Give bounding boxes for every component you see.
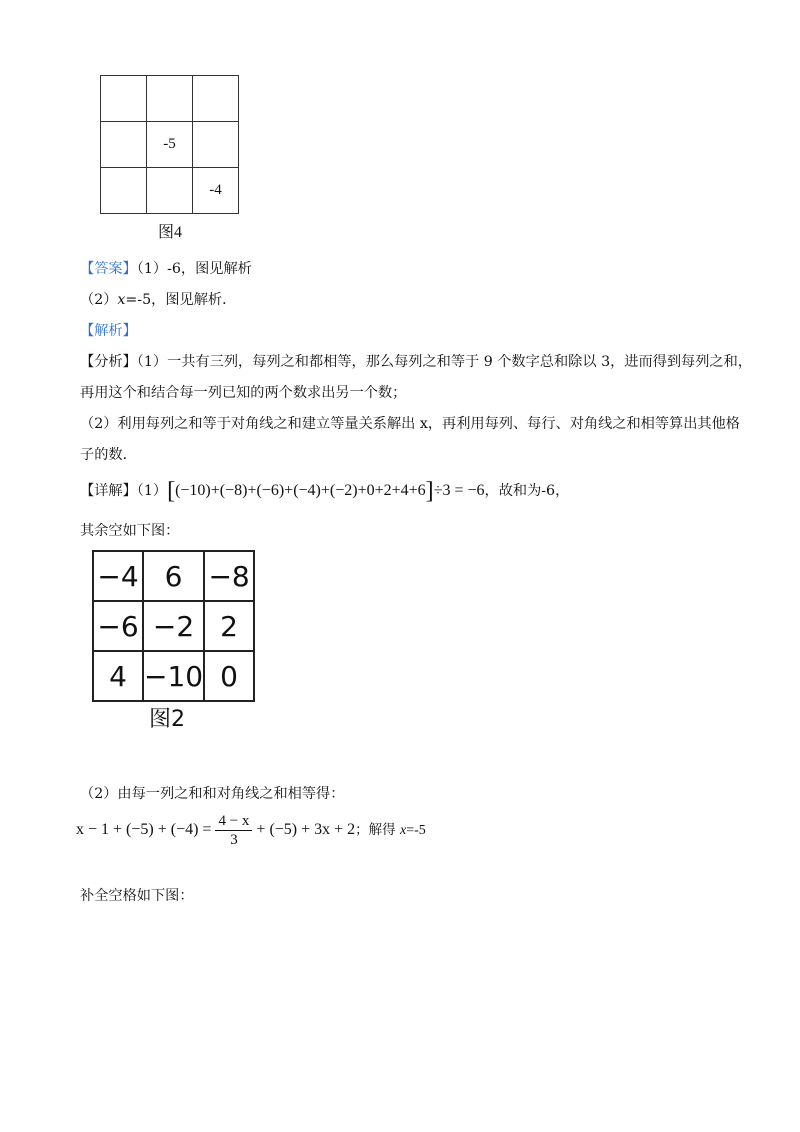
grid-cell: -5 bbox=[147, 122, 193, 168]
answer-text-2-post: =-5，图见解析． bbox=[125, 292, 237, 308]
detail-tag: 【详解】 bbox=[80, 483, 137, 499]
equation-left: x − 1 + (−5) + (−4) = bbox=[76, 821, 212, 839]
solve-variable: x bbox=[399, 823, 407, 839]
detail-complete-text: 补全空格如下图： bbox=[80, 888, 194, 904]
fraction-denominator: 3 bbox=[230, 832, 238, 848]
answer-line-2 bbox=[80, 290, 236, 310]
answer-line-1 bbox=[80, 259, 252, 279]
grid-cell: 2 bbox=[204, 601, 254, 651]
sum-formula-body: (−10)+(−8)+(−6)+(−4)+(−2)+0+2+4+6 bbox=[175, 482, 426, 499]
grid-cell: −2 bbox=[143, 601, 204, 651]
grid-cell: -4 bbox=[193, 168, 239, 214]
equation-right: + (−5) + 3x + 2 bbox=[256, 821, 356, 839]
detail-part-1: （1） bbox=[136, 483, 168, 499]
answer-text-2-pre: （2） bbox=[80, 292, 118, 308]
fenxi-text-1: （1）一共有三列，每列之和都相等，那么每列之和等于 9 个数字总和除以 3，进而得到每列之和， bbox=[136, 354, 752, 370]
figure2-grid bbox=[92, 550, 255, 702]
detail-part-2: （2）由每一列之和和对角线之和相等得： bbox=[80, 786, 345, 802]
grid-cell bbox=[193, 76, 239, 122]
fenxi-line-1 bbox=[80, 352, 752, 372]
solve-post: =-5 bbox=[406, 823, 426, 839]
detail-line-1 bbox=[80, 478, 570, 504]
grid-cell bbox=[101, 168, 147, 214]
grid-cell bbox=[147, 168, 193, 214]
grid-cell: 4 bbox=[93, 651, 143, 701]
grid-cell: −6 bbox=[93, 601, 143, 651]
grid-cell: 0 bbox=[204, 651, 254, 701]
equation bbox=[76, 812, 426, 849]
grid-cell bbox=[101, 76, 147, 122]
grid-cell bbox=[193, 122, 239, 168]
grid-cell: −10 bbox=[143, 651, 204, 701]
figure2-caption: 图2 bbox=[149, 707, 185, 732]
answer-variable: x bbox=[117, 292, 126, 308]
fenxi-text-4: 子的数． bbox=[80, 447, 137, 463]
analysis-tag: 【解析】 bbox=[80, 323, 137, 339]
grid-cell bbox=[147, 76, 193, 122]
fenxi-tag: 【分析】 bbox=[80, 354, 137, 370]
fenxi-text-2: 再用这个和结合每一列已知的两个数求出另一个数； bbox=[80, 385, 407, 401]
detail-sum-result: ，故和为-6， bbox=[484, 483, 570, 499]
grid-cell bbox=[101, 122, 147, 168]
sum-formula: [(−10)+(−8)+(−6)+(−4)+(−2)+0+2+4+6]÷3 = −6 bbox=[167, 478, 485, 504]
answer-tag: 【答案】 bbox=[80, 261, 137, 277]
detail-rest-text: 其余空如下图： bbox=[80, 523, 180, 539]
grid-cell: −8 bbox=[204, 551, 254, 601]
figure4-grid bbox=[100, 75, 239, 214]
figure4-caption: 图4 bbox=[158, 224, 183, 241]
fraction-numerator: 4 − x bbox=[215, 812, 252, 831]
grid-cell: −4 bbox=[93, 551, 143, 601]
solve-pre: ；解得 bbox=[355, 822, 400, 839]
answer-text-1: （1）-6，图见解析 bbox=[136, 261, 252, 277]
sum-formula-tail: ÷3 = −6 bbox=[433, 482, 485, 499]
fenxi-text-3: （2）利用每列之和等于对角线之和建立等量关系解出 x，再利用每列、每行、对角线之和相等算出其他格 bbox=[80, 416, 740, 432]
grid-cell: 6 bbox=[143, 551, 204, 601]
equation-fraction bbox=[215, 812, 252, 849]
